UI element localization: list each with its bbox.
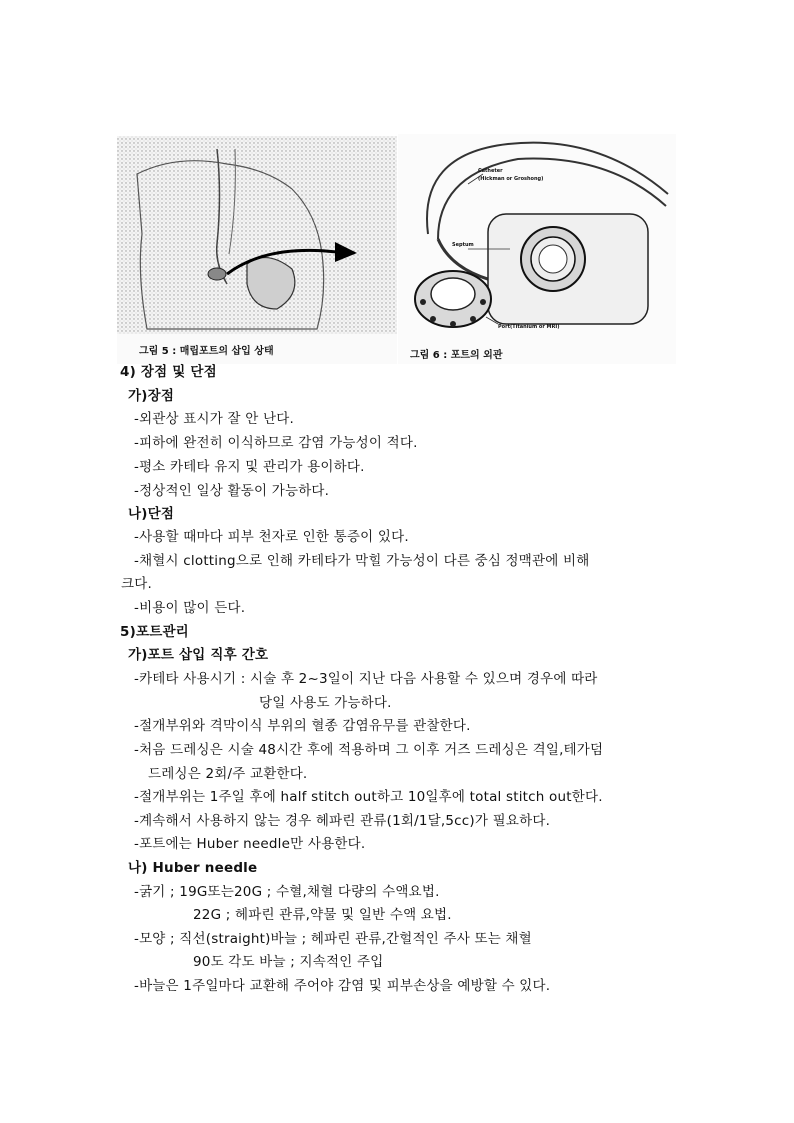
needle-item: -바늘은 1주일마다 교환해 주어야 감염 및 피부손상을 예방할 수 있다. xyxy=(134,978,551,994)
care-item: -처음 드레싱은 시술 48시간 후에 적용하며 그 이후 거즈 드레싱은 격일,테가덤 xyxy=(134,742,604,758)
catheter-label: Catheter xyxy=(478,168,503,174)
needle-item: -굵기 ; 19G또는20G ; 수혈,채혈 다량의 수액요법. xyxy=(134,884,440,900)
port-insertion-illustration xyxy=(117,134,397,364)
pros-item: -정상적인 일상 활동이 가능하다. xyxy=(134,483,330,499)
pros-item: -피하에 완전히 이식하므로 감염 가능성이 적다. xyxy=(134,435,418,451)
catheter-sub-label: (Hickman or Groshong) xyxy=(478,176,544,182)
figure-port-insertion xyxy=(117,134,397,364)
port-label: Port(Titanium or MRI) xyxy=(498,324,560,330)
care-item: -절개부위와 격막이식 부위의 혈종 감염유무를 관찰한다. xyxy=(134,718,471,734)
cons-item: -비용이 많이 든다. xyxy=(134,600,246,616)
care-item: -포트에는 Huber needle만 사용한다. xyxy=(134,836,366,852)
figure-6-caption: 그림 6 : 포트의 외관 xyxy=(410,350,503,361)
needle-item: 90도 각도 바늘 ; 지속적인 주입 xyxy=(193,954,384,970)
septum-label: Septum xyxy=(452,242,474,248)
needle-item: 22G ; 헤파린 관류,약물 및 일반 수액 요법. xyxy=(193,907,452,923)
pros-item: -외관상 표시가 잘 안 난다. xyxy=(134,411,294,427)
pros-heading: 가)장점 xyxy=(128,388,175,404)
cons-heading: 나)단점 xyxy=(128,506,175,522)
section-5-heading: 5)포트관리 xyxy=(120,624,189,640)
section-4-heading: 4) 장점 및 단점 xyxy=(120,364,217,380)
care-heading: 가)포트 삽입 직후 간호 xyxy=(128,647,269,663)
cons-item: 크다. xyxy=(121,576,152,592)
care-item: -계속해서 사용하지 않는 경우 헤파린 관류(1회/1달,5cc)가 필요하다. xyxy=(134,813,551,829)
cons-item: -사용할 때마다 피부 천자로 인한 통증이 있다. xyxy=(134,529,409,545)
figure-port-appearance xyxy=(398,134,676,364)
needle-item: -모양 ; 직선(straight)바늘 ; 헤파린 관류,간헐적인 주사 또는 채혈 xyxy=(134,931,532,947)
care-item: 당일 사용도 가능하다. xyxy=(259,695,392,711)
care-item: 드레싱은 2회/주 교환한다. xyxy=(148,766,308,782)
figure-5-caption: 그림 5 : 매립포트의 삽입 상태 xyxy=(139,346,274,357)
care-item: -카테타 사용시기 : 시술 후 2~3일이 지난 다음 사용할 수 있으며 경우에 따라 xyxy=(134,671,598,687)
pros-item: -평소 카테타 유지 및 관리가 용이하다. xyxy=(134,459,365,475)
care-item: -절개부위는 1주일 후에 half stitch out하고 10일후에 total stitch out한다. xyxy=(134,789,603,805)
needle-heading: 나) Huber needle xyxy=(128,860,258,876)
cons-item: -채혈시 clotting으로 인해 카테타가 막힐 가능성이 다른 중심 정맥관에 비해 xyxy=(134,553,590,569)
